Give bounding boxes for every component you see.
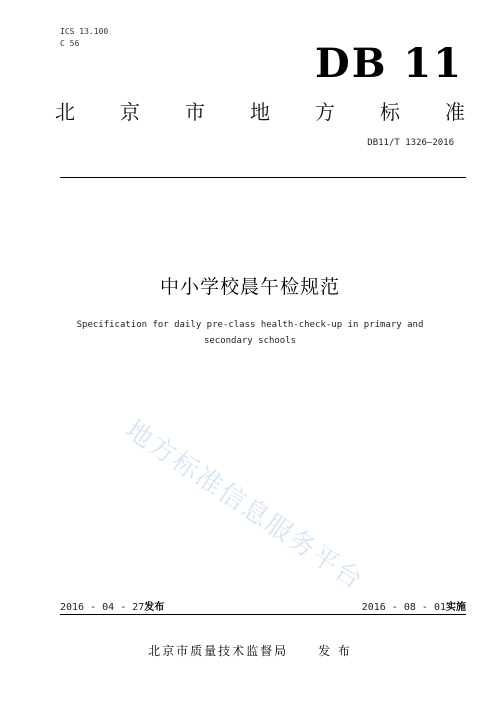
watermark-text: 地方标准信息服务平台 [119, 414, 369, 597]
issuer-name: 北京市质量技术监督局 [148, 644, 289, 658]
publish-date: 2016 - 04 - 27 [60, 602, 145, 613]
header-divider [60, 177, 466, 178]
standard-number: DB11/T 1326—2016 [367, 138, 454, 148]
ics-code: ICS 13.100 [60, 27, 109, 36]
footer-divider [60, 614, 466, 615]
issuer-line [0, 642, 500, 659]
standard-type-char: 地 [250, 100, 270, 124]
standard-type-char: 准 [445, 100, 465, 124]
standard-type [55, 96, 465, 125]
standard-type-char: 市 [185, 100, 205, 124]
watermark [120, 410, 420, 595]
implement-date: 2016 - 08 - 01 [361, 602, 446, 613]
document-title-english: Specification for daily pre-class health-check-up in primary and secondary schools [76, 320, 424, 346]
standard-type-char: 标 [380, 100, 400, 124]
standard-type-char: 北 [55, 100, 75, 124]
document-title-chinese: 中小学校晨午检规范 [159, 276, 340, 298]
issuer-action: 发 布 [318, 644, 352, 658]
implement-date-line [362, 598, 466, 613]
implement-label: 实施 [446, 602, 466, 613]
standard-type-char: 京 [120, 100, 140, 124]
publish-label: 发布 [144, 602, 165, 613]
standard-type-char: 方 [315, 100, 335, 124]
publish-date-line [60, 598, 164, 613]
classification-codes [60, 26, 108, 50]
ccs-code: C 56 [60, 39, 80, 48]
db-code: DB 11 [315, 40, 464, 87]
